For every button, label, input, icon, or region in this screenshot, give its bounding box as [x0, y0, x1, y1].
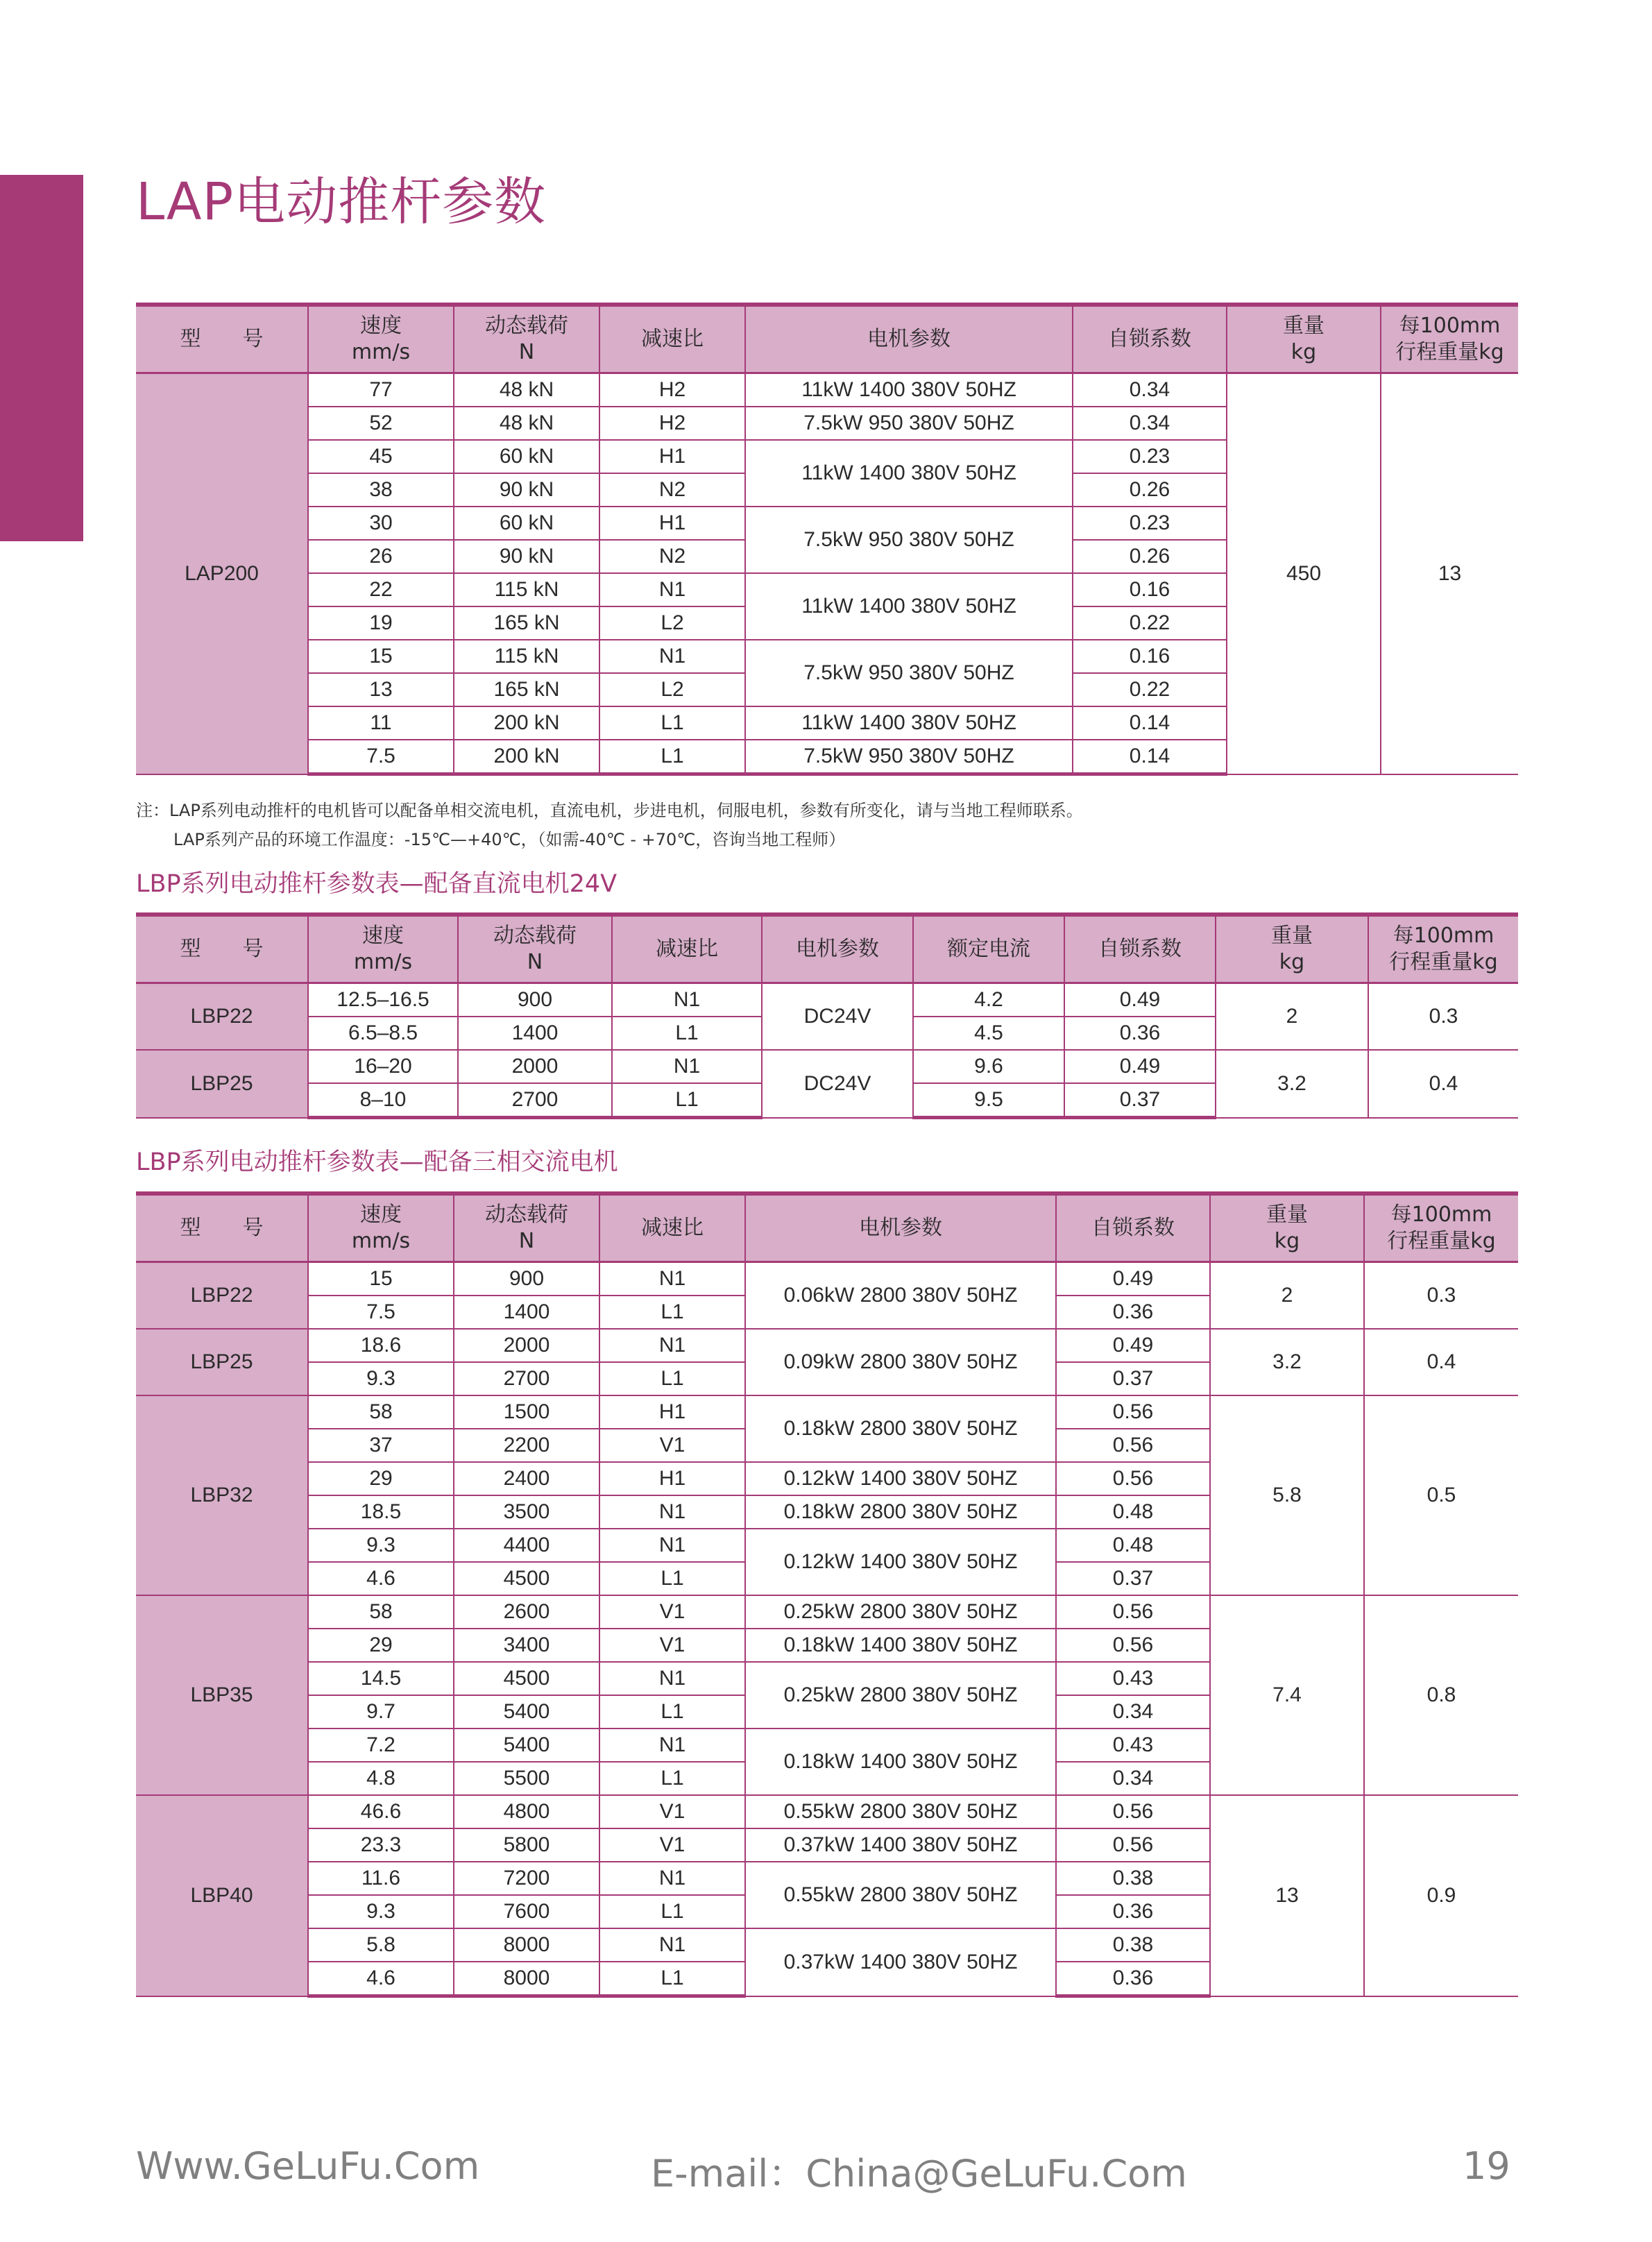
col-header-model: 型 号	[136, 1194, 308, 1262]
lock-cell: 0.23	[1073, 507, 1227, 540]
speed-cell: 45	[308, 440, 454, 473]
motor-cell: 0.12kW 1400 380V 50HZ	[745, 1529, 1056, 1595]
load-cell: 2200	[454, 1429, 599, 1462]
speed-cell: 6.5–8.5	[308, 1017, 458, 1050]
load-cell: 2700	[454, 1362, 599, 1395]
speed-cell: 26	[308, 540, 454, 573]
ratio-cell: H1	[599, 1462, 745, 1495]
col-header-current: 额定电流	[913, 915, 1064, 983]
lock-cell: 0.16	[1073, 573, 1227, 606]
motor-cell: 0.37kW 1400 380V 50HZ	[745, 1828, 1056, 1862]
lock-cell: 0.56	[1056, 1462, 1210, 1495]
speed-cell: 16–20	[308, 1050, 458, 1083]
load-cell: 4500	[454, 1562, 599, 1595]
col-header-motor: 电机参数	[762, 915, 913, 983]
load-cell: 5400	[454, 1695, 599, 1729]
table-row	[136, 1595, 1518, 1629]
col-header-stroke-weight: 每100mm 行程重量kg	[1381, 305, 1518, 373]
model-cell: LBP25	[136, 1050, 308, 1118]
lock-cell: 0.49	[1064, 983, 1216, 1017]
lock-cell: 0.37	[1056, 1562, 1210, 1595]
speed-cell: 15	[308, 640, 454, 673]
motor-cell: 0.18kW 2800 380V 50HZ	[745, 1495, 1056, 1529]
weight-cell: 5.8	[1210, 1395, 1364, 1595]
load-cell: 1400	[454, 1296, 599, 1329]
motor-cell: 0.25kW 2800 380V 50HZ	[745, 1595, 1056, 1629]
col-header-stroke-weight: 每100mm 行程重量kg	[1364, 1194, 1518, 1262]
note-line-motors: 注：LAP系列电动推杆的电机皆可以配备单相交流电机，直流电机，步进电机，伺服电机，参数有所变化，请与当地工程师联系。	[136, 801, 1083, 820]
table-row	[136, 1262, 1518, 1296]
speed-cell: 18.6	[308, 1329, 454, 1362]
speed-cell: 5.8	[308, 1928, 454, 1962]
lock-cell: 0.56	[1056, 1595, 1210, 1629]
lock-cell: 0.34	[1073, 373, 1227, 407]
ratio-cell: N1	[612, 983, 762, 1017]
speed-cell: 46.6	[308, 1795, 454, 1828]
ratio-cell: L1	[599, 1562, 745, 1595]
lock-cell: 0.34	[1056, 1695, 1210, 1729]
motor-cell: 0.25kW 2800 380V 50HZ	[745, 1662, 1056, 1729]
table-header-row	[136, 305, 1518, 373]
table-row	[136, 1050, 1518, 1083]
motor-cell: 11kW 1400 380V 50HZ	[745, 373, 1073, 407]
ratio-cell: H2	[599, 373, 745, 407]
motor-cell: 7.5kW 950 380V 50HZ	[745, 740, 1073, 774]
lock-cell: 0.49	[1056, 1262, 1210, 1296]
model-cell: LBP40	[136, 1795, 308, 1996]
speed-cell: 30	[308, 507, 454, 540]
load-cell: 5800	[454, 1828, 599, 1862]
speed-cell: 58	[308, 1595, 454, 1629]
load-cell: 4800	[454, 1795, 599, 1828]
lock-cell: 0.56	[1056, 1629, 1210, 1662]
ratio-cell: H1	[599, 1395, 745, 1429]
load-cell: 900	[458, 983, 612, 1017]
lap-spec-table	[136, 303, 1518, 776]
weight-cell: 450	[1227, 373, 1381, 774]
load-cell: 1400	[458, 1017, 612, 1050]
stroke-weight-cell: 0.3	[1368, 983, 1518, 1051]
load-cell: 48 kN	[454, 373, 599, 407]
motor-cell: 0.09kW 2800 380V 50HZ	[745, 1329, 1056, 1395]
col-header-weight: 重量 kg	[1210, 1194, 1364, 1262]
motor-cell: 0.37kW 1400 380V 50HZ	[745, 1928, 1056, 1996]
load-cell: 8000	[454, 1928, 599, 1962]
speed-cell: 9.7	[308, 1695, 454, 1729]
stroke-weight-cell: 0.3	[1364, 1262, 1518, 1330]
ratio-cell: L2	[599, 673, 745, 706]
model-cell: LAP200	[136, 373, 308, 774]
motor-cell: 11kW 1400 380V 50HZ	[745, 440, 1073, 507]
speed-cell: 11.6	[308, 1862, 454, 1895]
load-cell: 90 kN	[454, 540, 599, 573]
col-header-load: 动态载荷 N	[458, 915, 612, 983]
current-cell: 9.5	[913, 1083, 1064, 1118]
load-cell: 2000	[458, 1050, 612, 1083]
speed-cell: 77	[308, 373, 454, 407]
load-cell: 7200	[454, 1862, 599, 1895]
col-header-ratio: 减速比	[612, 915, 762, 983]
ratio-cell: H1	[599, 507, 745, 540]
motor-cell: 0.18kW 2800 380V 50HZ	[745, 1395, 1056, 1462]
col-header-model: 型 号	[136, 305, 308, 373]
load-cell: 2700	[458, 1083, 612, 1118]
col-header-lock: 自锁系数	[1056, 1194, 1210, 1262]
load-cell: 115 kN	[454, 640, 599, 673]
motor-cell: 11kW 1400 380V 50HZ	[745, 706, 1073, 740]
col-header-weight: 重量 kg	[1216, 915, 1368, 983]
table-row	[136, 1329, 1518, 1362]
lock-cell: 0.49	[1056, 1329, 1210, 1362]
lock-cell: 0.26	[1073, 473, 1227, 507]
load-cell: 8000	[454, 1962, 599, 1996]
lock-cell: 0.37	[1064, 1083, 1216, 1118]
motor-cell: 7.5kW 950 380V 50HZ	[745, 407, 1073, 440]
ratio-cell: N2	[599, 473, 745, 507]
ratio-cell: L1	[599, 740, 745, 774]
lbp-ac-section-title: LBP系列电动推杆参数表—配备三相交流电机	[136, 1148, 618, 1176]
footer-website: Www.GeLuFu.Com	[136, 2144, 480, 2188]
load-cell: 2600	[454, 1595, 599, 1629]
lock-cell: 0.43	[1056, 1729, 1210, 1762]
speed-cell: 38	[308, 473, 454, 507]
weight-cell: 3.2	[1216, 1050, 1368, 1118]
model-cell: LBP22	[136, 983, 308, 1051]
col-header-speed: 速度 mm/s	[308, 1194, 454, 1262]
motor-cell: DC24V	[762, 983, 913, 1051]
motor-cell: 7.5kW 950 380V 50HZ	[745, 640, 1073, 706]
speed-cell: 7.5	[308, 1296, 454, 1329]
lock-cell: 0.36	[1056, 1895, 1210, 1928]
col-header-model: 型 号	[136, 915, 308, 983]
model-cell: LBP32	[136, 1395, 308, 1595]
model-cell: LBP25	[136, 1329, 308, 1395]
lock-cell: 0.36	[1056, 1296, 1210, 1329]
lock-cell: 0.43	[1056, 1662, 1210, 1695]
motor-cell: 0.18kW 1400 380V 50HZ	[745, 1629, 1056, 1662]
speed-cell: 7.5	[308, 740, 454, 774]
ratio-cell: V1	[599, 1595, 745, 1629]
model-cell: LBP22	[136, 1262, 308, 1330]
speed-cell: 19	[308, 606, 454, 640]
load-cell: 3400	[454, 1629, 599, 1662]
load-cell: 5400	[454, 1729, 599, 1762]
speed-cell: 58	[308, 1395, 454, 1429]
speed-cell: 23.3	[308, 1828, 454, 1862]
col-header-stroke-weight: 每100mm 行程重量kg	[1368, 915, 1518, 983]
table-header-row	[136, 915, 1518, 983]
current-cell: 9.6	[913, 1050, 1064, 1083]
weight-cell: 2	[1216, 983, 1368, 1051]
stroke-weight-cell: 0.4	[1368, 1050, 1518, 1118]
table-row	[136, 1395, 1518, 1429]
lock-cell: 0.56	[1056, 1395, 1210, 1429]
ratio-cell: L1	[599, 1962, 745, 1996]
ratio-cell: L1	[599, 1762, 745, 1795]
speed-cell: 9.3	[308, 1362, 454, 1395]
speed-cell: 29	[308, 1462, 454, 1495]
page-title: LAP电动推杆参数	[136, 172, 547, 232]
lbp-dc-spec-table	[136, 912, 1518, 1119]
load-cell: 115 kN	[454, 573, 599, 606]
motor-cell: 7.5kW 950 380V 50HZ	[745, 507, 1073, 573]
speed-cell: 37	[308, 1429, 454, 1462]
motor-cell: 0.18kW 1400 380V 50HZ	[745, 1729, 1056, 1795]
lock-cell: 0.16	[1073, 640, 1227, 673]
load-cell: 48 kN	[454, 407, 599, 440]
lbp-ac-spec-table	[136, 1191, 1518, 1998]
load-cell: 1500	[454, 1395, 599, 1429]
lock-cell: 0.56	[1056, 1429, 1210, 1462]
weight-cell: 13	[1210, 1795, 1364, 1996]
ratio-cell: N1	[599, 1729, 745, 1762]
lock-cell: 0.36	[1056, 1962, 1210, 1996]
lock-cell: 0.36	[1064, 1017, 1216, 1050]
speed-cell: 15	[308, 1262, 454, 1296]
load-cell: 200 kN	[454, 740, 599, 774]
ratio-cell: L1	[612, 1017, 762, 1050]
ratio-cell: N1	[599, 573, 745, 606]
ratio-cell: L1	[599, 1362, 745, 1395]
lock-cell: 0.22	[1073, 606, 1227, 640]
footer-email: E-mail：China@GeLuFu.Com	[651, 2152, 1187, 2196]
col-header-load: 动态载荷 N	[454, 305, 599, 373]
note-line-temperature: LAP系列产品的环境工作温度：-15℃—+40℃，（如需-40℃ - +70℃，咨询当地工程师）	[173, 830, 846, 849]
lock-cell: 0.26	[1073, 540, 1227, 573]
table-row	[136, 1795, 1518, 1828]
ratio-cell: V1	[599, 1629, 745, 1662]
ratio-cell: N1	[599, 1262, 745, 1296]
motor-cell: 0.06kW 2800 380V 50HZ	[745, 1262, 1056, 1330]
ratio-cell: H1	[599, 440, 745, 473]
speed-cell: 8–10	[308, 1083, 458, 1118]
lock-cell: 0.14	[1073, 740, 1227, 774]
lock-cell: 0.49	[1064, 1050, 1216, 1083]
speed-cell: 11	[308, 706, 454, 740]
load-cell: 60 kN	[454, 440, 599, 473]
stroke-weight-cell: 13	[1381, 373, 1518, 774]
motor-cell: DC24V	[762, 1050, 913, 1118]
ratio-cell: H2	[599, 407, 745, 440]
lock-cell: 0.38	[1056, 1862, 1210, 1895]
table-notes	[136, 796, 1083, 854]
ratio-cell: N2	[599, 540, 745, 573]
speed-cell: 18.5	[308, 1495, 454, 1529]
col-header-load: 动态载荷 N	[454, 1194, 599, 1262]
speed-cell: 29	[308, 1629, 454, 1662]
load-cell: 2400	[454, 1462, 599, 1495]
lock-cell: 0.38	[1056, 1928, 1210, 1962]
stroke-weight-cell: 0.9	[1364, 1795, 1518, 1996]
lock-cell: 0.48	[1056, 1529, 1210, 1562]
lock-cell: 0.48	[1056, 1495, 1210, 1529]
load-cell: 4500	[454, 1662, 599, 1695]
stroke-weight-cell: 0.4	[1364, 1329, 1518, 1395]
lock-cell: 0.56	[1056, 1795, 1210, 1828]
motor-cell: 0.12kW 1400 380V 50HZ	[745, 1462, 1056, 1495]
lock-cell: 0.34	[1056, 1762, 1210, 1795]
ratio-cell: L2	[599, 606, 745, 640]
weight-cell: 7.4	[1210, 1595, 1364, 1795]
ratio-cell: N1	[599, 1495, 745, 1529]
ratio-cell: L1	[612, 1083, 762, 1118]
lock-cell: 0.56	[1056, 1828, 1210, 1862]
ratio-cell: L1	[599, 1296, 745, 1329]
table-header-row	[136, 1194, 1518, 1262]
weight-cell: 2	[1210, 1262, 1364, 1330]
load-cell: 4400	[454, 1529, 599, 1562]
col-header-lock: 自锁系数	[1064, 915, 1216, 983]
speed-cell: 4.6	[308, 1962, 454, 1996]
lock-cell: 0.34	[1073, 407, 1227, 440]
ratio-cell: N1	[599, 1862, 745, 1895]
col-header-motor: 电机参数	[745, 305, 1073, 373]
lbp-dc-section-title: LBP系列电动推杆参数表—配备直流电机24V	[136, 870, 618, 898]
stroke-weight-cell: 0.5	[1364, 1395, 1518, 1595]
lock-cell: 0.37	[1056, 1362, 1210, 1395]
ratio-cell: V1	[599, 1828, 745, 1862]
speed-cell: 12.5–16.5	[308, 983, 458, 1017]
speed-cell: 4.6	[308, 1562, 454, 1595]
col-header-motor: 电机参数	[745, 1194, 1056, 1262]
speed-cell: 14.5	[308, 1662, 454, 1695]
ratio-cell: N1	[599, 1928, 745, 1962]
current-cell: 4.2	[913, 983, 1064, 1017]
col-header-speed: 速度 mm/s	[308, 305, 454, 373]
ratio-cell: N1	[599, 1662, 745, 1695]
weight-cell: 3.2	[1210, 1329, 1364, 1395]
load-cell: 60 kN	[454, 507, 599, 540]
speed-cell: 9.3	[308, 1895, 454, 1928]
table-row	[136, 373, 1518, 407]
col-header-ratio: 减速比	[599, 305, 745, 373]
load-cell: 200 kN	[454, 706, 599, 740]
speed-cell: 4.8	[308, 1762, 454, 1795]
speed-cell: 9.3	[308, 1529, 454, 1562]
current-cell: 4.5	[913, 1017, 1064, 1050]
ratio-cell: N1	[599, 640, 745, 673]
motor-cell: 0.55kW 2800 380V 50HZ	[745, 1862, 1056, 1928]
ratio-cell: L1	[599, 1895, 745, 1928]
ratio-cell: V1	[599, 1429, 745, 1462]
lock-cell: 0.14	[1073, 706, 1227, 740]
speed-cell: 7.2	[308, 1729, 454, 1762]
ratio-cell: L1	[599, 1695, 745, 1729]
table-row	[136, 983, 1518, 1017]
ratio-cell: N1	[612, 1050, 762, 1083]
speed-cell: 22	[308, 573, 454, 606]
lock-cell: 0.23	[1073, 440, 1227, 473]
motor-cell: 11kW 1400 380V 50HZ	[745, 573, 1073, 640]
col-header-ratio: 减速比	[599, 1194, 745, 1262]
col-header-weight: 重量 kg	[1227, 305, 1381, 373]
ratio-cell: N1	[599, 1329, 745, 1362]
load-cell: 7600	[454, 1895, 599, 1928]
load-cell: 90 kN	[454, 473, 599, 507]
load-cell: 2000	[454, 1329, 599, 1362]
ratio-cell: L1	[599, 706, 745, 740]
speed-cell: 13	[308, 673, 454, 706]
load-cell: 5500	[454, 1762, 599, 1795]
speed-cell: 52	[308, 407, 454, 440]
ratio-cell: V1	[599, 1795, 745, 1828]
lock-cell: 0.22	[1073, 673, 1227, 706]
model-cell: LBP35	[136, 1595, 308, 1795]
load-cell: 165 kN	[454, 673, 599, 706]
load-cell: 900	[454, 1262, 599, 1296]
motor-cell: 0.55kW 2800 380V 50HZ	[745, 1795, 1056, 1828]
page-number: 19	[1463, 2144, 1510, 2188]
load-cell: 165 kN	[454, 606, 599, 640]
col-header-lock: 自锁系数	[1073, 305, 1227, 373]
col-header-speed: 速度 mm/s	[308, 915, 458, 983]
side-accent-bar	[0, 175, 83, 541]
ratio-cell: N1	[599, 1529, 745, 1562]
load-cell: 3500	[454, 1495, 599, 1529]
stroke-weight-cell: 0.8	[1364, 1595, 1518, 1795]
